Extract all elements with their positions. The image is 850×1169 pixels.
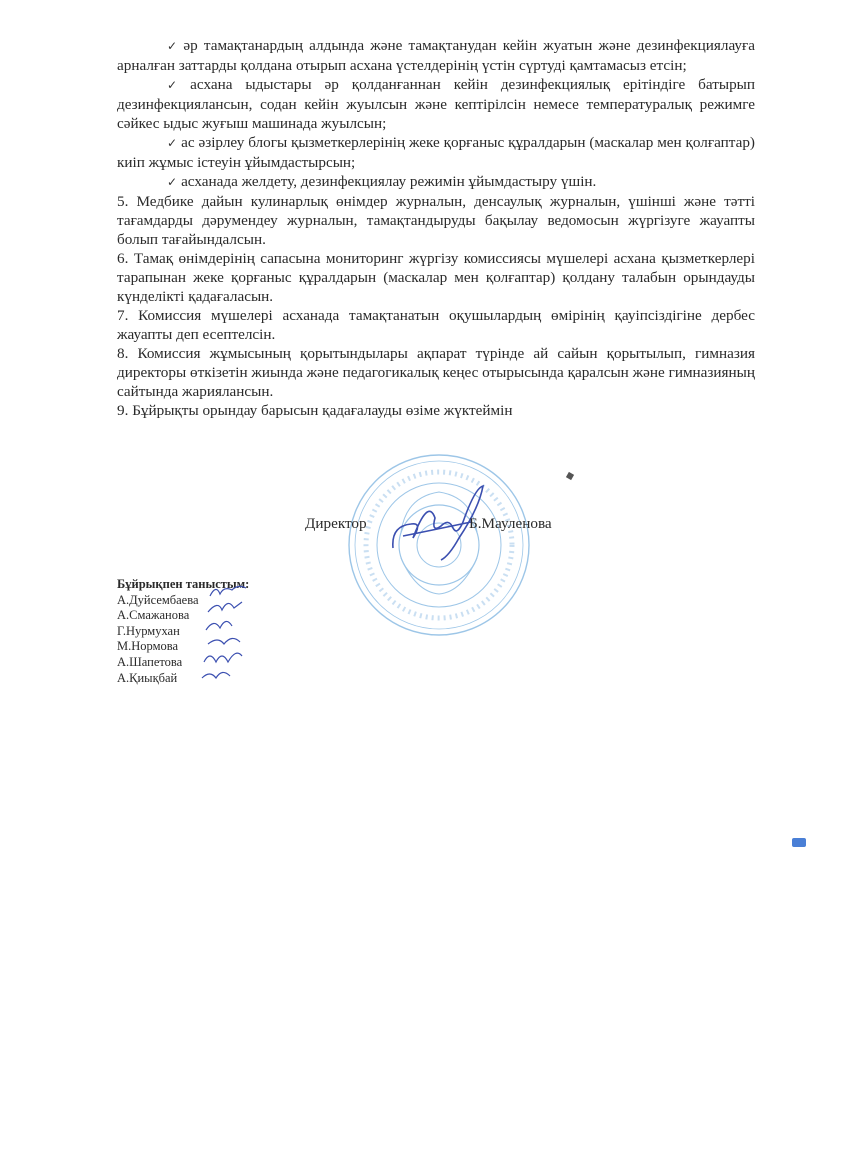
check-icon: ✓ — [167, 78, 187, 92]
ack-signatures-icon — [198, 582, 258, 688]
bullet-text: әр тамақтанардың алдында және тамақтанудан кейін жуатын және дезинфекциялауға арналған заттарды қолдана отырып асхана үстелдерінің үстін сүртуді қамтамасыз етсін; — [117, 37, 755, 74]
document-body — [117, 36, 755, 420]
bullet-item — [117, 75, 755, 133]
bullet-item — [117, 133, 755, 172]
check-icon: ✓ — [167, 136, 178, 150]
ack-name: М.Нормова — [117, 639, 179, 654]
ack-name: А.Дуйсембаева — [117, 592, 199, 607]
ack-name: Г.Нурмухан — [117, 623, 180, 638]
numbered-item-5: 5. Медбике дайын кулинарлық өнімдер журналын, денсаулық журналын, үшінші және тәтті тағамдарды дәрумендеу журналын, тамақтандыруды бақылау ведомосын жүргізуге жауапты болып тағайындалсын. — [117, 193, 755, 248]
bullet-item — [117, 172, 755, 192]
signatory-title: Директор — [305, 515, 367, 532]
ack-name: А.Шапетова — [117, 654, 183, 669]
check-icon: ✓ — [167, 175, 178, 189]
numbered-item-8: 8. Комиссия жұмысының қорытындылары ақпарат түрінде ай сайын қорытылып, гимназия директоры өткізетін жиында және педагогикалық кеңес отырысында қаралсын және гимназияның сайтында жариялансын. — [117, 345, 755, 400]
numbered-item-9: 9. Бұйрықты орындау барысын қадағалауды өзіме жүктеймін — [117, 402, 513, 419]
ack-name: А.Смажанова — [117, 608, 190, 623]
numbered-item-6: 6. Тамақ өнімдерінің сапасына мониторинг жүргізу комиссиясы мүшелері асхана қызметкерлері тарапынан жеке қорғаныс құралдарын (маскалар мен қолғаптар) қолдану талабын орындауды күнделікті қадағаласын. — [117, 250, 755, 305]
bullet-text: асхана ыдыстары әр қолданғаннан кейін дезинфекциялық ерітіндіге батырып дезинфекциялансын, содан кейін жуылсын және кептірілсін немесе температуралық режимге сәйкес ыдыс жуғыш машинада жуылсын; — [117, 76, 755, 132]
bullet-text: ас әзірлеу блогы қызметкерлерінің жеке қорғаныс құралдарын (маскалар мен қолғаптар) киіп жұмыс істеуін ұйымдастырсын; — [117, 134, 755, 171]
signatory-name: Б.Мауленова — [469, 515, 552, 532]
numbered-item-7: 7. Комиссия мүшелері асханада тамақтанатын оқушылардың өмірінің қауіпсіздігіне дербес жауапты деп есептелсін. — [117, 307, 755, 343]
ink-blot — [792, 838, 806, 847]
scan-speck — [566, 472, 574, 480]
bullet-item — [117, 36, 755, 75]
ack-name: А.Қиықбай — [117, 670, 178, 685]
acknowledgement-title: Бұйрықпен таныстым: — [117, 577, 250, 591]
check-icon: ✓ — [167, 39, 180, 53]
bullet-text: асханада желдету, дезинфекциялау режимін ұйымдастыру үшін. — [181, 173, 597, 190]
